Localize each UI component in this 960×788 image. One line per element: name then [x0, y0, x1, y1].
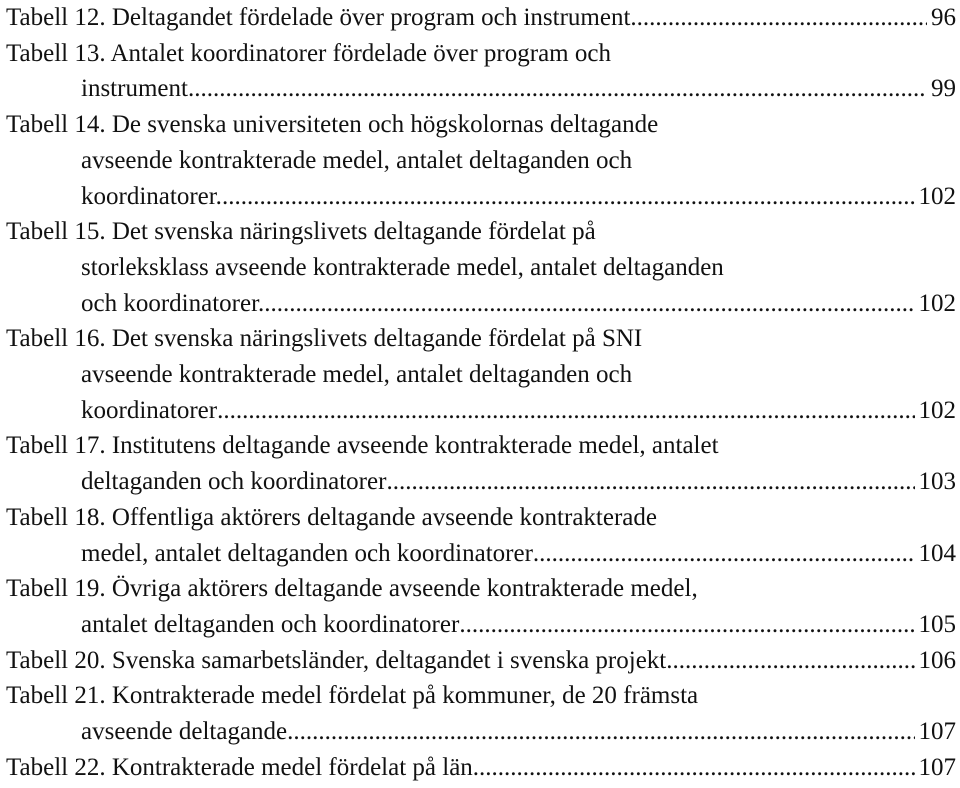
- toc-entry-line: [6, 750, 956, 786]
- toc-entry-line: [6, 607, 956, 643]
- dot-leader: [630, 0, 927, 36]
- toc-entry-title: Tabell 12. Deltagandet fördelade över program och instrument: [6, 4, 631, 31]
- toc-entry-line: [6, 286, 956, 322]
- toc-entry[interactable]: [6, 107, 956, 214]
- toc-entry-line: [6, 464, 956, 500]
- toc-entry-title-continued: och koordinatorer.: [81, 289, 265, 317]
- page-number: 96: [931, 4, 956, 31]
- toc-entry-line: [6, 0, 956, 36]
- dot-leader: [222, 179, 915, 215]
- page-number: 102: [918, 396, 956, 424]
- toc-entry-title-continued: koordinatorer.: [81, 182, 222, 210]
- page-number: 104: [918, 539, 956, 567]
- page-number: 102: [918, 182, 956, 210]
- page-number: 99: [931, 75, 956, 103]
- toc-entry-title: Tabell 22. Kontrakterade medel fördelat på län: [6, 753, 473, 781]
- toc-entry[interactable]: [6, 428, 956, 499]
- toc-entry-title-continued: medel, antalet deltaganden och koordinatorer: [81, 539, 533, 567]
- toc-entry-title-continued: koordinatorer: [81, 396, 218, 424]
- dot-leader: [459, 607, 914, 643]
- toc-entry-title-continued: avseende kontrakterade medel, antalet deltaganden och: [81, 361, 633, 389]
- toc-entry-title-continued: antalet deltaganden och koordinatorer: [81, 610, 460, 638]
- toc-entry[interactable]: [6, 500, 956, 571]
- toc-entry-title: Tabell 20. Svenska samarbetsländer, deltagandet i svenska projekt: [6, 646, 667, 674]
- toc-entry-title: Tabell 21. Kontrakterade medel fördelat på kommuner, de 20 främsta: [6, 682, 699, 710]
- dot-leader: [533, 536, 915, 572]
- page-number: 105: [918, 610, 956, 638]
- toc-entry[interactable]: [6, 643, 956, 679]
- dot-leader: [264, 286, 914, 322]
- toc-entry-title-continued: avseende kontrakterade medel, antalet deltaganden och: [81, 146, 633, 174]
- toc-entry-line: [6, 714, 956, 750]
- page-number: 106: [918, 646, 956, 674]
- toc-entry-title: Tabell 15. Det svenska näringslivets deltagande fördelat på: [6, 218, 596, 246]
- page-number: 102: [918, 289, 956, 317]
- toc-entry-title-continued: avseende deltagande: [81, 718, 288, 746]
- toc-entry-title: Tabell 14. De svenska universiteten och högskolornas deltagande: [6, 111, 659, 139]
- toc-entry-title-continued: storleksklass avseende kontrakterade medel, antalet deltaganden: [81, 253, 724, 281]
- dot-leader: [188, 71, 927, 107]
- toc-entry[interactable]: [6, 321, 956, 428]
- toc-entry[interactable]: [6, 36, 956, 107]
- toc-entry-title-continued: deltaganden och koordinatorer: [81, 468, 387, 496]
- toc-entry[interactable]: [6, 678, 956, 749]
- toc-entry-title: Tabell 19. Övriga aktörers deltagande avseende kontrakterade medel,: [6, 575, 698, 603]
- toc-entry-line: [6, 71, 956, 107]
- toc-entry-title: Tabell 18. Offentliga aktörers deltagande avseende kontrakterade: [6, 503, 657, 531]
- toc-entry-title: Tabell 16. Det svenska näringslivets deltagande fördelat på SNI: [6, 325, 643, 353]
- toc-entry[interactable]: [6, 0, 956, 36]
- dot-leader: [386, 464, 914, 500]
- dot-leader: [287, 714, 914, 750]
- toc-entry-title: Tabell 13. Antalet koordinatorer fördelade över program och: [6, 39, 611, 67]
- toc-entry-title: Tabell 17. Institutens deltagande avseende kontrakterade medel, antalet: [6, 432, 719, 460]
- page-number: 107: [918, 753, 956, 781]
- toc-entry-line: [6, 536, 956, 572]
- toc-entry[interactable]: [6, 214, 956, 321]
- page-number: 103: [918, 468, 956, 496]
- dot-leader: [473, 750, 915, 786]
- toc-entry-line: [6, 643, 956, 679]
- toc-entry-line: [6, 179, 956, 215]
- toc-entry-title-continued: instrument: [81, 75, 188, 103]
- page-number: 107: [918, 718, 956, 746]
- dot-leader: [666, 643, 914, 679]
- table-of-contents: [6, 0, 956, 785]
- toc-entry-line: [6, 393, 956, 429]
- toc-entry[interactable]: [6, 571, 956, 642]
- toc-entry[interactable]: [6, 750, 956, 786]
- dot-leader: [217, 393, 914, 429]
